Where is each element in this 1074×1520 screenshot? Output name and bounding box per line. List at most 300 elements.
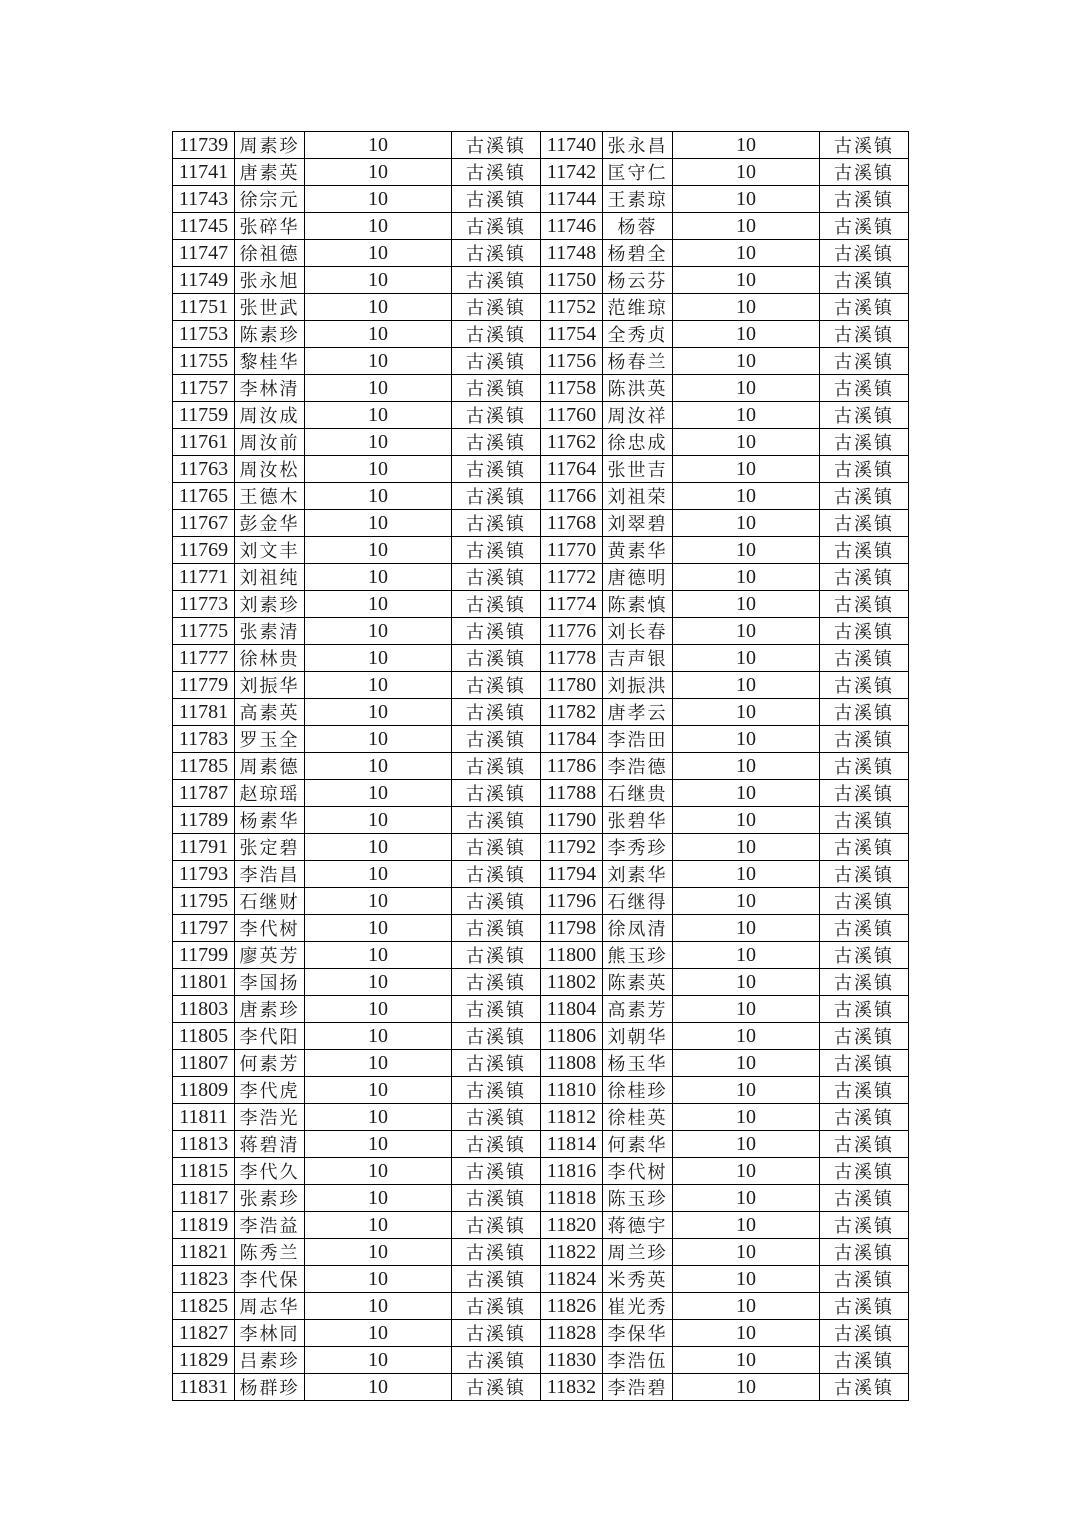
score-cell-left: 10 — [305, 1050, 452, 1077]
name-cell-left: 徐宗元 — [235, 186, 305, 213]
name-cell-left: 周汝前 — [235, 429, 305, 456]
score-cell-right: 10 — [673, 1185, 820, 1212]
table-row — [173, 780, 909, 807]
id-cell-right: 11826 — [541, 1293, 603, 1320]
score-cell-left: 10 — [305, 456, 452, 483]
name-cell-left: 陈秀兰 — [235, 1239, 305, 1266]
name-cell-left: 吕素珍 — [235, 1347, 305, 1374]
name-cell-right: 李浩田 — [603, 726, 673, 753]
table-row — [173, 1374, 909, 1401]
name-cell-right: 刘素华 — [603, 861, 673, 888]
name-cell-left: 周汝松 — [235, 456, 305, 483]
name-cell-right: 王素琼 — [603, 186, 673, 213]
score-cell-left: 10 — [305, 753, 452, 780]
town-cell-left: 古溪镇 — [452, 456, 541, 483]
name-cell-right: 杨玉华 — [603, 1050, 673, 1077]
id-cell-right: 11772 — [541, 564, 603, 591]
id-cell-right: 11768 — [541, 510, 603, 537]
id-cell-left: 11779 — [173, 672, 235, 699]
id-cell-left: 11825 — [173, 1293, 235, 1320]
score-cell-right: 10 — [673, 726, 820, 753]
id-cell-right: 11796 — [541, 888, 603, 915]
name-cell-right: 刘振洪 — [603, 672, 673, 699]
name-cell-right: 周兰珍 — [603, 1239, 673, 1266]
id-cell-right: 11802 — [541, 969, 603, 996]
id-cell-right: 11744 — [541, 186, 603, 213]
id-cell-right: 11790 — [541, 807, 603, 834]
town-cell-left: 古溪镇 — [452, 510, 541, 537]
table-row — [173, 294, 909, 321]
score-cell-right: 10 — [673, 267, 820, 294]
town-cell-right: 古溪镇 — [820, 348, 909, 375]
town-cell-left: 古溪镇 — [452, 834, 541, 861]
town-cell-left: 古溪镇 — [452, 186, 541, 213]
id-cell-right: 11740 — [541, 132, 603, 159]
score-cell-right: 10 — [673, 429, 820, 456]
town-cell-left: 古溪镇 — [452, 672, 541, 699]
town-cell-left: 古溪镇 — [452, 942, 541, 969]
id-cell-right: 11748 — [541, 240, 603, 267]
town-cell-right: 古溪镇 — [820, 1266, 909, 1293]
score-cell-left: 10 — [305, 969, 452, 996]
town-cell-left: 古溪镇 — [452, 1050, 541, 1077]
id-cell-left: 11759 — [173, 402, 235, 429]
town-cell-right: 古溪镇 — [820, 888, 909, 915]
table-row — [173, 159, 909, 186]
name-cell-left: 刘祖纯 — [235, 564, 305, 591]
town-cell-right: 古溪镇 — [820, 942, 909, 969]
town-cell-right: 古溪镇 — [820, 1023, 909, 1050]
town-cell-left: 古溪镇 — [452, 915, 541, 942]
name-cell-left: 徐祖德 — [235, 240, 305, 267]
town-cell-right: 古溪镇 — [820, 969, 909, 996]
name-cell-right: 崔光秀 — [603, 1293, 673, 1320]
score-cell-right: 10 — [673, 402, 820, 429]
id-cell-right: 11828 — [541, 1320, 603, 1347]
id-cell-left: 11817 — [173, 1185, 235, 1212]
town-cell-left: 古溪镇 — [452, 1293, 541, 1320]
score-cell-right: 10 — [673, 996, 820, 1023]
id-cell-right: 11832 — [541, 1374, 603, 1401]
id-cell-right: 11794 — [541, 861, 603, 888]
town-cell-right: 古溪镇 — [820, 780, 909, 807]
table-row — [173, 645, 909, 672]
table-row — [173, 1023, 909, 1050]
table-row — [173, 969, 909, 996]
town-cell-right: 古溪镇 — [820, 1212, 909, 1239]
id-cell-left: 11747 — [173, 240, 235, 267]
name-cell-left: 周素德 — [235, 753, 305, 780]
town-cell-left: 古溪镇 — [452, 1158, 541, 1185]
id-cell-left: 11743 — [173, 186, 235, 213]
id-cell-left: 11795 — [173, 888, 235, 915]
town-cell-left: 古溪镇 — [452, 1239, 541, 1266]
id-cell-left: 11761 — [173, 429, 235, 456]
town-cell-right: 古溪镇 — [820, 915, 909, 942]
name-cell-left: 黎桂华 — [235, 348, 305, 375]
town-cell-left: 古溪镇 — [452, 240, 541, 267]
name-cell-right: 刘翠碧 — [603, 510, 673, 537]
id-cell-left: 11753 — [173, 321, 235, 348]
id-cell-right: 11800 — [541, 942, 603, 969]
name-cell-right: 李浩碧 — [603, 1374, 673, 1401]
score-cell-right: 10 — [673, 483, 820, 510]
town-cell-left: 古溪镇 — [452, 429, 541, 456]
score-cell-right: 10 — [673, 942, 820, 969]
town-cell-right: 古溪镇 — [820, 564, 909, 591]
town-cell-left: 古溪镇 — [452, 375, 541, 402]
town-cell-right: 古溪镇 — [820, 1077, 909, 1104]
name-cell-left: 廖英芳 — [235, 942, 305, 969]
id-cell-left: 11809 — [173, 1077, 235, 1104]
table-row — [173, 132, 909, 159]
id-cell-right: 11784 — [541, 726, 603, 753]
name-cell-right: 李浩伍 — [603, 1347, 673, 1374]
town-cell-left: 古溪镇 — [452, 888, 541, 915]
score-cell-left: 10 — [305, 1158, 452, 1185]
name-cell-left: 李代久 — [235, 1158, 305, 1185]
town-cell-right: 古溪镇 — [820, 294, 909, 321]
table-row — [173, 618, 909, 645]
town-cell-left: 古溪镇 — [452, 861, 541, 888]
id-cell-right: 11746 — [541, 213, 603, 240]
town-cell-left: 古溪镇 — [452, 1077, 541, 1104]
id-cell-left: 11827 — [173, 1320, 235, 1347]
name-cell-left: 张定碧 — [235, 834, 305, 861]
id-cell-left: 11819 — [173, 1212, 235, 1239]
score-cell-left: 10 — [305, 483, 452, 510]
name-cell-right: 范维琼 — [603, 294, 673, 321]
name-cell-right: 匡守仁 — [603, 159, 673, 186]
name-cell-left: 张碎华 — [235, 213, 305, 240]
name-cell-right: 李浩德 — [603, 753, 673, 780]
score-cell-right: 10 — [673, 1077, 820, 1104]
name-cell-right: 刘长春 — [603, 618, 673, 645]
name-cell-left: 王德木 — [235, 483, 305, 510]
table-row — [173, 240, 909, 267]
id-cell-left: 11783 — [173, 726, 235, 753]
town-cell-left: 古溪镇 — [452, 726, 541, 753]
id-cell-left: 11815 — [173, 1158, 235, 1185]
name-cell-left: 赵琼瑶 — [235, 780, 305, 807]
score-cell-right: 10 — [673, 1131, 820, 1158]
score-cell-right: 10 — [673, 645, 820, 672]
score-cell-right: 10 — [673, 1293, 820, 1320]
score-cell-left: 10 — [305, 321, 452, 348]
id-cell-left: 11741 — [173, 159, 235, 186]
id-cell-left: 11799 — [173, 942, 235, 969]
score-cell-left: 10 — [305, 807, 452, 834]
id-cell-right: 11762 — [541, 429, 603, 456]
table-row — [173, 591, 909, 618]
table-row — [173, 1347, 909, 1374]
table-row — [173, 375, 909, 402]
score-cell-right: 10 — [673, 834, 820, 861]
name-cell-right: 张永昌 — [603, 132, 673, 159]
score-cell-left: 10 — [305, 834, 452, 861]
id-cell-right: 11774 — [541, 591, 603, 618]
id-cell-left: 11777 — [173, 645, 235, 672]
name-cell-right: 何素华 — [603, 1131, 673, 1158]
name-cell-right: 李代树 — [603, 1158, 673, 1185]
score-cell-left: 10 — [305, 1293, 452, 1320]
table-row — [173, 753, 909, 780]
score-cell-right: 10 — [673, 753, 820, 780]
town-cell-right: 古溪镇 — [820, 186, 909, 213]
town-cell-right: 古溪镇 — [820, 1374, 909, 1401]
town-cell-left: 古溪镇 — [452, 321, 541, 348]
table-row — [173, 537, 909, 564]
name-cell-left: 徐林贵 — [235, 645, 305, 672]
id-cell-left: 11767 — [173, 510, 235, 537]
town-cell-right: 古溪镇 — [820, 1320, 909, 1347]
town-cell-right: 古溪镇 — [820, 1347, 909, 1374]
score-cell-left: 10 — [305, 402, 452, 429]
name-cell-right: 唐孝云 — [603, 699, 673, 726]
id-cell-left: 11757 — [173, 375, 235, 402]
town-cell-right: 古溪镇 — [820, 1104, 909, 1131]
town-cell-right: 古溪镇 — [820, 510, 909, 537]
id-cell-right: 11798 — [541, 915, 603, 942]
town-cell-right: 古溪镇 — [820, 483, 909, 510]
score-cell-right: 10 — [673, 1212, 820, 1239]
score-cell-right: 10 — [673, 294, 820, 321]
name-cell-left: 李代虎 — [235, 1077, 305, 1104]
id-cell-left: 11765 — [173, 483, 235, 510]
table-row — [173, 1239, 909, 1266]
table-row — [173, 1212, 909, 1239]
name-cell-left: 李浩昌 — [235, 861, 305, 888]
id-cell-left: 11739 — [173, 132, 235, 159]
score-cell-left: 10 — [305, 1077, 452, 1104]
score-cell-left: 10 — [305, 240, 452, 267]
town-cell-right: 古溪镇 — [820, 645, 909, 672]
id-cell-left: 11797 — [173, 915, 235, 942]
score-cell-left: 10 — [305, 1347, 452, 1374]
name-cell-left: 李代保 — [235, 1266, 305, 1293]
town-cell-left: 古溪镇 — [452, 645, 541, 672]
score-cell-right: 10 — [673, 1023, 820, 1050]
score-cell-left: 10 — [305, 294, 452, 321]
name-cell-left: 刘素珍 — [235, 591, 305, 618]
score-cell-left: 10 — [305, 1023, 452, 1050]
town-cell-left: 古溪镇 — [452, 294, 541, 321]
score-cell-right: 10 — [673, 321, 820, 348]
id-cell-right: 11808 — [541, 1050, 603, 1077]
score-cell-left: 10 — [305, 645, 452, 672]
id-cell-left: 11821 — [173, 1239, 235, 1266]
town-cell-left: 古溪镇 — [452, 591, 541, 618]
score-cell-right: 10 — [673, 213, 820, 240]
id-cell-left: 11749 — [173, 267, 235, 294]
town-cell-right: 古溪镇 — [820, 1131, 909, 1158]
town-cell-left: 古溪镇 — [452, 699, 541, 726]
score-cell-right: 10 — [673, 1158, 820, 1185]
table-row — [173, 348, 909, 375]
id-cell-left: 11785 — [173, 753, 235, 780]
table-row — [173, 267, 909, 294]
score-cell-right: 10 — [673, 564, 820, 591]
town-cell-right: 古溪镇 — [820, 591, 909, 618]
town-cell-left: 古溪镇 — [452, 1266, 541, 1293]
id-cell-right: 11758 — [541, 375, 603, 402]
score-cell-left: 10 — [305, 942, 452, 969]
table-row — [173, 564, 909, 591]
name-cell-left: 李国扬 — [235, 969, 305, 996]
town-cell-left: 古溪镇 — [452, 564, 541, 591]
name-cell-right: 杨云芬 — [603, 267, 673, 294]
name-cell-right: 徐忠成 — [603, 429, 673, 456]
town-cell-right: 古溪镇 — [820, 267, 909, 294]
name-cell-left: 李林清 — [235, 375, 305, 402]
score-cell-right: 10 — [673, 456, 820, 483]
name-cell-right: 石继贵 — [603, 780, 673, 807]
town-cell-right: 古溪镇 — [820, 672, 909, 699]
town-cell-right: 古溪镇 — [820, 699, 909, 726]
name-cell-left: 陈素珍 — [235, 321, 305, 348]
name-cell-right: 陈玉珍 — [603, 1185, 673, 1212]
score-cell-left: 10 — [305, 1374, 452, 1401]
score-cell-left: 10 — [305, 780, 452, 807]
town-cell-left: 古溪镇 — [452, 753, 541, 780]
table-row — [173, 1077, 909, 1104]
name-cell-right: 张碧华 — [603, 807, 673, 834]
table-row — [173, 1104, 909, 1131]
score-cell-left: 10 — [305, 1104, 452, 1131]
score-cell-left: 10 — [305, 213, 452, 240]
town-cell-left: 古溪镇 — [452, 618, 541, 645]
id-cell-left: 11803 — [173, 996, 235, 1023]
town-cell-right: 古溪镇 — [820, 1158, 909, 1185]
score-cell-left: 10 — [305, 1320, 452, 1347]
name-cell-right: 张世吉 — [603, 456, 673, 483]
town-cell-right: 古溪镇 — [820, 402, 909, 429]
name-cell-right: 全秀贞 — [603, 321, 673, 348]
town-cell-right: 古溪镇 — [820, 618, 909, 645]
town-cell-left: 古溪镇 — [452, 1347, 541, 1374]
id-cell-right: 11792 — [541, 834, 603, 861]
score-cell-right: 10 — [673, 348, 820, 375]
town-cell-left: 古溪镇 — [452, 132, 541, 159]
town-cell-right: 古溪镇 — [820, 240, 909, 267]
id-cell-left: 11791 — [173, 834, 235, 861]
score-cell-right: 10 — [673, 1050, 820, 1077]
name-cell-left: 李浩光 — [235, 1104, 305, 1131]
name-cell-left: 周汝成 — [235, 402, 305, 429]
town-cell-left: 古溪镇 — [452, 402, 541, 429]
id-cell-left: 11801 — [173, 969, 235, 996]
score-cell-left: 10 — [305, 1185, 452, 1212]
score-cell-left: 10 — [305, 699, 452, 726]
score-cell-right: 10 — [673, 159, 820, 186]
id-cell-right: 11780 — [541, 672, 603, 699]
table-row — [173, 834, 909, 861]
id-cell-right: 11742 — [541, 159, 603, 186]
score-cell-right: 10 — [673, 132, 820, 159]
id-cell-right: 11782 — [541, 699, 603, 726]
id-cell-left: 11769 — [173, 537, 235, 564]
town-cell-left: 古溪镇 — [452, 1185, 541, 1212]
town-cell-left: 古溪镇 — [452, 348, 541, 375]
table-row — [173, 1320, 909, 1347]
town-cell-right: 古溪镇 — [820, 213, 909, 240]
score-cell-left: 10 — [305, 159, 452, 186]
town-cell-left: 古溪镇 — [452, 1104, 541, 1131]
name-cell-left: 高素英 — [235, 699, 305, 726]
id-cell-right: 11788 — [541, 780, 603, 807]
table-row — [173, 321, 909, 348]
town-cell-right: 古溪镇 — [820, 834, 909, 861]
name-cell-right: 刘祖荣 — [603, 483, 673, 510]
table-body — [173, 132, 909, 1401]
id-cell-right: 11824 — [541, 1266, 603, 1293]
id-cell-right: 11818 — [541, 1185, 603, 1212]
score-cell-left: 10 — [305, 186, 452, 213]
id-cell-left: 11751 — [173, 294, 235, 321]
id-cell-left: 11763 — [173, 456, 235, 483]
name-cell-left: 蒋碧清 — [235, 1131, 305, 1158]
score-cell-left: 10 — [305, 591, 452, 618]
name-cell-right: 杨春兰 — [603, 348, 673, 375]
town-cell-left: 古溪镇 — [452, 1212, 541, 1239]
town-cell-left: 古溪镇 — [452, 1320, 541, 1347]
score-cell-right: 10 — [673, 699, 820, 726]
score-cell-right: 10 — [673, 186, 820, 213]
name-cell-right: 杨碧全 — [603, 240, 673, 267]
table-row — [173, 996, 909, 1023]
name-cell-right: 蒋德宇 — [603, 1212, 673, 1239]
town-cell-left: 古溪镇 — [452, 267, 541, 294]
name-cell-left: 李林同 — [235, 1320, 305, 1347]
town-cell-left: 古溪镇 — [452, 537, 541, 564]
table-row — [173, 699, 909, 726]
name-cell-right: 周汝祥 — [603, 402, 673, 429]
town-cell-right: 古溪镇 — [820, 429, 909, 456]
id-cell-left: 11775 — [173, 618, 235, 645]
town-cell-left: 古溪镇 — [452, 780, 541, 807]
town-cell-right: 古溪镇 — [820, 132, 909, 159]
id-cell-right: 11776 — [541, 618, 603, 645]
name-cell-left: 张永旭 — [235, 267, 305, 294]
name-cell-right: 唐德明 — [603, 564, 673, 591]
score-cell-left: 10 — [305, 132, 452, 159]
score-cell-right: 10 — [673, 1347, 820, 1374]
table-row — [173, 213, 909, 240]
id-cell-left: 11789 — [173, 807, 235, 834]
table-row — [173, 186, 909, 213]
table-row — [173, 1131, 909, 1158]
table-row — [173, 1185, 909, 1212]
name-cell-right: 徐桂珍 — [603, 1077, 673, 1104]
town-cell-right: 古溪镇 — [820, 1050, 909, 1077]
name-cell-left: 罗玉全 — [235, 726, 305, 753]
score-cell-right: 10 — [673, 591, 820, 618]
name-cell-right: 陈素慎 — [603, 591, 673, 618]
table-row — [173, 429, 909, 456]
name-cell-left: 张素清 — [235, 618, 305, 645]
town-cell-left: 古溪镇 — [452, 996, 541, 1023]
id-cell-right: 11816 — [541, 1158, 603, 1185]
table-row — [173, 1266, 909, 1293]
id-cell-right: 11830 — [541, 1347, 603, 1374]
name-cell-right: 吉声银 — [603, 645, 673, 672]
score-cell-right: 10 — [673, 375, 820, 402]
score-cell-right: 10 — [673, 915, 820, 942]
id-cell-left: 11787 — [173, 780, 235, 807]
town-cell-left: 古溪镇 — [452, 483, 541, 510]
table-row — [173, 915, 909, 942]
name-cell-right: 徐凤清 — [603, 915, 673, 942]
